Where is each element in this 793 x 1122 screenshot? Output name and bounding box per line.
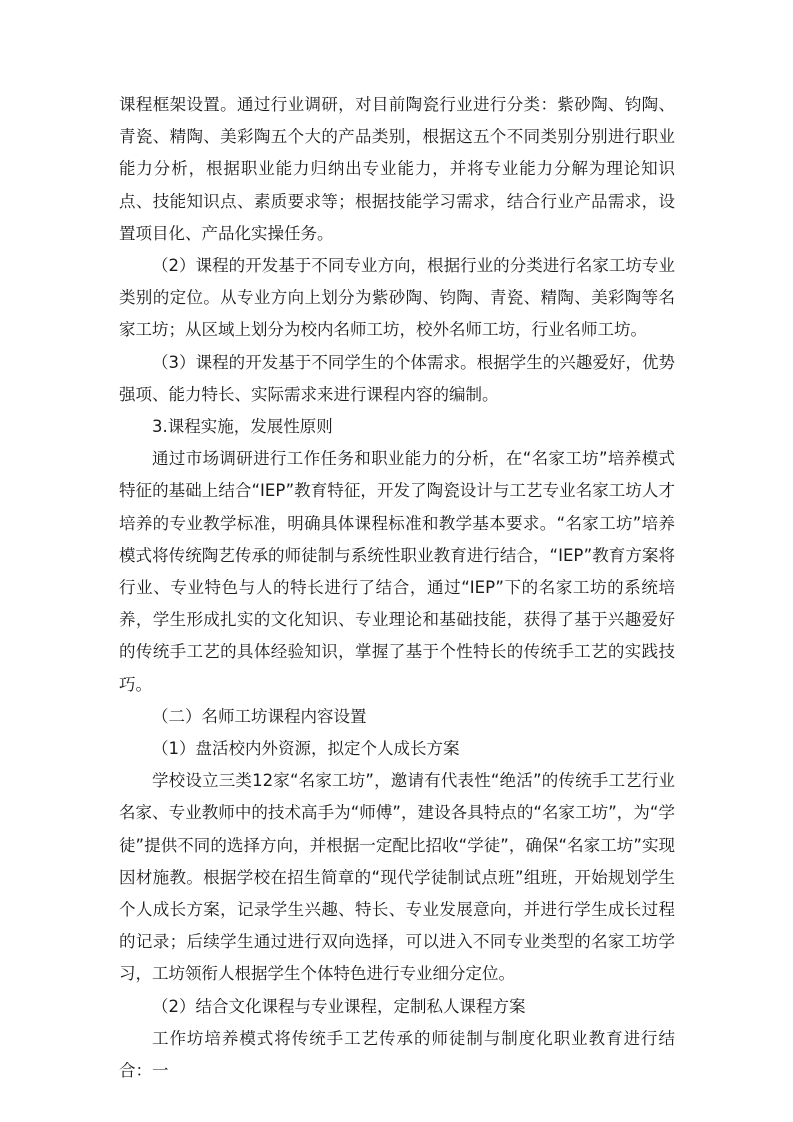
- heading-course-implementation: 3.课程实施，发展性原则: [152, 417, 333, 437]
- paragraph-twelve-workshops: 学校设立三类12家“名家工坊”，邀请有代表性“绝活”的传统手工艺行业名家、专业教师中的技术高手为“师傅”，建设各具特点的“名家工坊”，为“学徒”提供不同的选择方向，并根据一定配比招收“学徒”，确保“名家工坊”实现因材施教。根据学校在招生简章的“现代学徒制试点班”组班，开始规划学生个人成长方案，记录学生兴趣、特长、专业发展意向，并进行学生成长过程的记录；后续学生通过进行双向选择，可以进入不同专业类型的名家工坊学习，工坊领衔人根据学生个体特色进行专业细分定位。: [119, 771, 675, 984]
- paragraph-course-framework: 课程框架设置。通过行业调研，对目前陶瓷行业进行分类：紫砂陶、钧陶、青瓷、精陶、美彩陶五个大的产品类别，根据这五个不同类别分别进行职业能力分析，根据职业能力归纳出专业能力，并将专业能力分解为理论知识点、技能知识点、素质要求等；根据技能学习需求，结合行业产品需求，设置项目化、产品化实操任务。: [119, 95, 675, 243]
- heading-workshop-content: （二）名师工坊课程内容设置: [152, 706, 367, 726]
- document-body: [119, 89, 675, 1087]
- heading-custom-curriculum: （2）结合文化课程与专业课程，定制私人课程方案: [152, 996, 526, 1016]
- heading-resources-plan: （1）盘活校内外资源，拟定个人成长方案: [152, 739, 460, 759]
- paragraph-workshop-model: 工作坊培养模式将传统手工艺传承的师徒制与制度化职业教育进行结合：一: [119, 1028, 675, 1081]
- paragraph-specialty-direction: （2）课程的开发基于不同专业方向，根据行业的分类进行名家工坊专业类别的定位。从专业方向上划分为紫砂陶、钧陶、青瓷、精陶、美彩陶等名家工坊；从区域上划分为校内名师工坊，校外名师工坊，行业名师工坊。: [119, 256, 675, 340]
- paragraph-market-research: 通过市场调研进行工作任务和职业能力的分析，在“名家工坊”培养模式特征的基础上结合“IEP”教育特征，开发了陶瓷设计与工艺专业名家工坊人才培养的专业教学标准，明确具体课程标准和教学基本要求。“名家工坊”培养模式将传统陶艺传承的师徒制与系统性职业教育进行结合，“IEP”教育方案将行业、专业特色与人的特长进行了结合，通过“IEP”下的名家工坊的系统培养，学生形成扎实的文化知识、专业理论和基础技能，获得了基于兴趣爱好的传统手工艺的具体经验知识，掌握了基于个性特长的传统手工艺的实践技巧。: [119, 449, 675, 694]
- paragraph-individual-needs: （3）课程的开发基于不同学生的个体需求。根据学生的兴趣爱好，优势强项、能力特长、实际需求来进行课程内容的编制。: [119, 352, 675, 404]
